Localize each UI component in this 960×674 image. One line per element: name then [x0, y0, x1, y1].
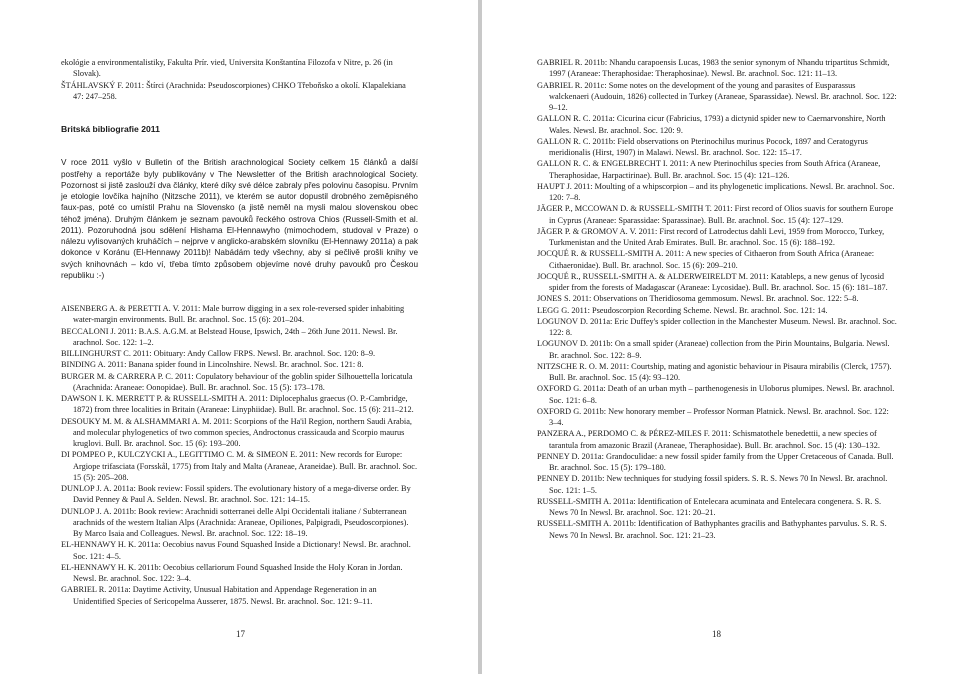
- left-column: [61, 57, 418, 607]
- reference-entry: HAUPT J. 2011: Moulting of a whipscorpion – and its phylogenetic implications. Newsl. Br. arachnol. Soc. 120: 7–8.: [537, 181, 895, 202]
- reference-list: [537, 57, 897, 541]
- reference-entry: JONES S. 2011: Observations on Theridiosoma gemmosum. Newsl. Br. arachnol. Soc. 122: 5–8.: [537, 294, 859, 304]
- reference-entry: GABRIEL R. 2011a: Daytime Activity, Unusual Habitation and Appendage Regeneration in an Unidentified Species of Sericopelma Ausserer, 1875. Newsl. Br. arachnol. Soc. 121: 9–11.: [61, 585, 377, 606]
- reference-entry: EL-HENNAWY H. K. 2011b: Oecobius cellariorum Found Squashed Inside the Holy Koran in Jordan. Newsl. Br. arachnol. Soc. 122: 3–4.: [61, 562, 403, 583]
- reference-entry: BINDING A. 2011: Banana spider found in Lincolnshire. Newsl. Br. arachnol. Soc. 121: 8.: [61, 360, 364, 370]
- right-page: [482, 0, 960, 674]
- reference-entry: GABRIEL R. 2011b: Nhandu carapoensis Lucas, 1983 the senior synonym of Nhandu tripartitus Schmidt, 1997 (Araneae: Theraphosidae: Theraphosinae). Newsl. Br. arachnol. Soc. 121: 11–13.: [537, 58, 890, 79]
- page-number: 18: [712, 629, 721, 639]
- reference-entry: BILLINGHURST C. 2011: Obituary: Andy Callow FRPS. Newsl. Br. arachnol. Soc. 120: 8–9.: [61, 349, 376, 358]
- reference-entry: OXFORD G. 2011a: Death of an urban myth – parthenogenesis in Uloborus plumipes. Newsl. Br. arachnol. Soc. 121: 6–8.: [537, 384, 895, 405]
- reference-entry: PENNEY D. 2011a: Grandoculidae: a new fossil spider family from the Upper Cretaceous of Canada. Bull. Br. arachnol. Soc. 15 (5): 179–180.: [537, 451, 894, 472]
- reference-entry: GALLON R. C. 2011b: Field observations on Pterinochilus murinus Pocock, 1897 and Ceratogyrus meridionalis (Hirst, 1907) in Malawi. Newsl. Br. arachnol. Soc. 122: 15–17.: [537, 136, 868, 157]
- reference-entry: JÄGER P., MCCOWAN D. & RUSSELL-SMITH T. 2011: First record of Olios suavis for southern Europe in Cyprus (Araneae: Sparassidae: Sparassinae). Bull. Br. arachnol. Soc. 15 (4): 127–129.: [537, 204, 894, 225]
- reference-entry: DUNLOP J. A. 2011a: Book review: Fossil spiders. The evolutionary history of a mega-diverse order. By David Penney & Paul A. Selden. Newsl. Br. arachnol. Soc. 121: 14–15.: [61, 484, 411, 505]
- reference-entry: JOCQUÉ R., RUSSELL-SMITH A. & ALDERWEIRELDT M. 2011: Katableps, a new genus of lycosid spider from the forests of Madagascar (Araneae: Lycosidae). Bull. Br. arachnol. Soc. 15 (6): 181–187.: [537, 271, 888, 292]
- reference-list: [61, 303, 418, 607]
- reference-entry: DESOUKY M. M. & ALSHAMMARI A. M. 2011: Scorpions of the Ha'il Region, northern Saudi Arabia, and molecular phylogenetics of two common species, Androctonus crassicauda and Scorpio maurus kruglovi. Bull. Br. arachnol. Soc. 15 (6): 193–200.: [61, 416, 412, 448]
- reference-entry: JOCQUÉ R. & RUSSELL-SMITH A. 2011: A new species of Cithaeron from South Africa (Araneae: Cithaeronidae). Bull. Br. arachnol. Soc. 15 (6): 209–210.: [537, 249, 875, 270]
- reference-entry: BURGER M. & CARRERA P. C. 2011: Copulatory behaviour of the goblin spider Silhouettella loricatula (Arachnida: Araneae: Oonopidae). Bull. Br. arachnol. Soc. 15 (5): 173–178.: [61, 371, 413, 392]
- reference-entry: PANZERA A., PERDOMO C. & PÉREZ-MILES F. 2011: Schismatothele benedettii, a new species of tarantula from amazonic Brazil (Araneae, Theraphosidae). Bull. Br. arachnol. Soc. 15 (4): 130–132.: [537, 429, 880, 450]
- section-heading: Britská bibliografie 2011: [61, 124, 160, 134]
- reference-entry: LOGUNOV D. 2011a: Eric Duffey's spider collection in the Manchester Museum. Newsl. Br. arachnol. Soc. 122: 8.: [537, 316, 897, 337]
- reference-entry: DAWSON I. K. MERRETT P. & RUSSELL-SMITH A. 2011: Diplocephalus graecus (O. P.-Cambridge, 1872) from three localities in Britain (Araneae: Linyphiidae). Bull. Br. arachnol. Soc. 15 (6): 211–212.: [61, 394, 414, 415]
- reference-entry: ekológie a environmentalistiky, Fakulta Prír. vied, Universita Konštantína Filozofa v Nitre, p. 26 (in Slovak).: [61, 58, 393, 79]
- reference-entry: LOGUNOV D. 2011b: On a small spider (Araneae) collection from the Pirin Mountains, Bulgaria. Newsl. Br. arachnol. Soc. 122: 8–9.: [537, 339, 890, 360]
- left-page: [0, 0, 478, 674]
- reference-entry: DI POMPEO P., KULCZYCKI A., LEGITTIMO C. M. & SIMEON E. 2011: New records for Europe: Argiope trifasciata (Forsskål, 1775) from Italy and Malta (Araneae, Araneidae). Bull. Br. arachnol. Soc. 15 (5): 205–208.: [61, 450, 418, 482]
- reference-entry: JÄGER P. & GROMOV A. V. 2011: First record of Latrodectus dahli Levi, 1959 from Morocco, Turkey, Turkmenistan and the United Arab Emirates. Bull. Br. arachnol. Soc. 15 (6): 188–192.: [537, 226, 885, 247]
- reference-entry: OXFORD G. 2011b: New honorary member – Professor Norman Platnick. Newsl. Br. arachnol. Soc. 122: 3–4.: [537, 406, 889, 427]
- reference-entry: AISENBERG A. & PERETTI A. V. 2011: Male burrow digging in a sex role-reversed spider inhabiting water-margin environments. Bull. Br. arachnol. Soc. 15 (6): 201–204.: [61, 304, 405, 325]
- reference-entry: ŠTÁHLAVSKÝ F. 2011: Štírci (Arachnida: Pseudoscorpiones) CHKO Třeboňsko a okolí. Klapalekiana 47: 247–258.: [61, 80, 406, 101]
- reference-entry: EL-HENNAWY H. K. 2011a: Oecobius navus Found Squashed Inside a Dictionary! Newsl. Br. arachnol. Soc. 121: 4–5.: [61, 540, 411, 561]
- intro-paragraph: V roce 2011 vyšlo v Bulletin of the British arachnological Society celkem 15 článků a další postřehy a reportáže byly publikovány v The Newsletter of the British arachnological Society. Pozornost si jistě zaslouží dva články, které díky své délce zabraly přes polovinu časopisu. Prvním je etologie lovčíka hajního (Nitzsche 2011), ve kterém se autor dopustil drobného zeměpisného faux-pas, poté co umístil Prahu na Slovensko (a jistě neměl na mysli malou slovenskou obec téhož jména). Druhým článkem je seznam pavouků řeckého ostrova Chios (Russell-Smith et al. 2011). Pozoruhodná jsou sdělení Hishama El-Hennawyho (mimochodem, studoval v Praze) o nálezu vylisovaných kruháčích – nejprve v anglicko-arabském slovníku (El-Hennawy 2011a) a pak dokonce v Koránu (El-Hennawy 2011b)! Nabádám tedy všechny, aby si pečlivě prošli knihy ve svých knihovnách – kdo ví, třeba tímto způsobem objevíme nové druhy pavouků pro Českou republiku :-): [61, 158, 418, 280]
- right-column: [537, 57, 897, 541]
- reference-entry: PENNEY D. 2011b: New techniques for studying fossil spiders. S. R. S. News 70 In Newsl. Br. arachnol. Soc. 121: 1–5.: [537, 474, 888, 495]
- reference-entry: RUSSELL-SMITH A. 2011a: Identification of Entelecara acuminata and Entelecara congenera. S. R. S. News 70 In Newsl. Br. arachnol. Soc. 121: 20–21.: [537, 496, 882, 517]
- reference-entry: GALLON R. C. 2011a: Cicurina cicur (Fabricius, 1793) a dictynid spider new to Caernarvonshire, North Wales. Newsl. Br. arachnol. Soc. 120: 9.: [537, 114, 886, 135]
- reference-entry: DUNLOP J. A. 2011b: Book review: Arachnidi sotterranei delle Alpi Occidentali italiane / Subterranean arachnids of the western Italian Alps (Arachnida: Araneae, Opiliones, Palpigradi, Pseudoscorpiones). By Marco Isaia and Colleagues. Newsl. Br. arachnol. Soc. 122: 18–19.: [61, 506, 409, 538]
- reference-entry: RUSSELL-SMITH A. 2011b: Identification of Bathyphantes gracilis and Bathyphantes parvulus. S. R. S. News 70 In Newsl. Br. arachnol. Soc. 121: 21–23.: [537, 519, 887, 540]
- reference-entry: GALLON R. C. & ENGELBRECHT I. 2011: A new Pterinochilus species from South Africa (Araneae, Theraphosidae, Harpactirinae). Bull. Br. arachnol. Soc. 15 (4): 121–126.: [537, 159, 881, 180]
- reference-entry: NITZSCHE R. O. M. 2011: Courtship, mating and agonistic behaviour in Pisaura mirabilis (Clerck, 1757). Bull. Br. arachnol. Soc. 15 (4): 93–120.: [537, 361, 892, 382]
- reference-entry: GABRIEL R. 2011c: Some notes on the development of the young and parasites of Eusparassus walckenaeri (Audouin, 1826) collected in Turkey (Araneae, Sparassidae). Newsl. Br. arachnol. Soc. 122: 9–12.: [537, 80, 897, 112]
- reference-entry: BECCALONI J. 2011: B.A.S. A.G.M. at Belstead House, Ipswich, 24th – 26th June 2011. Newsl. Br. arachnol. Soc. 122: 1–2.: [61, 326, 398, 347]
- page-number: 17: [236, 629, 245, 639]
- reference-entry: LEGG G. 2011: Pseudoscorpion Recording Scheme. Newsl. Br. arachnol. Soc. 121: 14.: [537, 305, 828, 315]
